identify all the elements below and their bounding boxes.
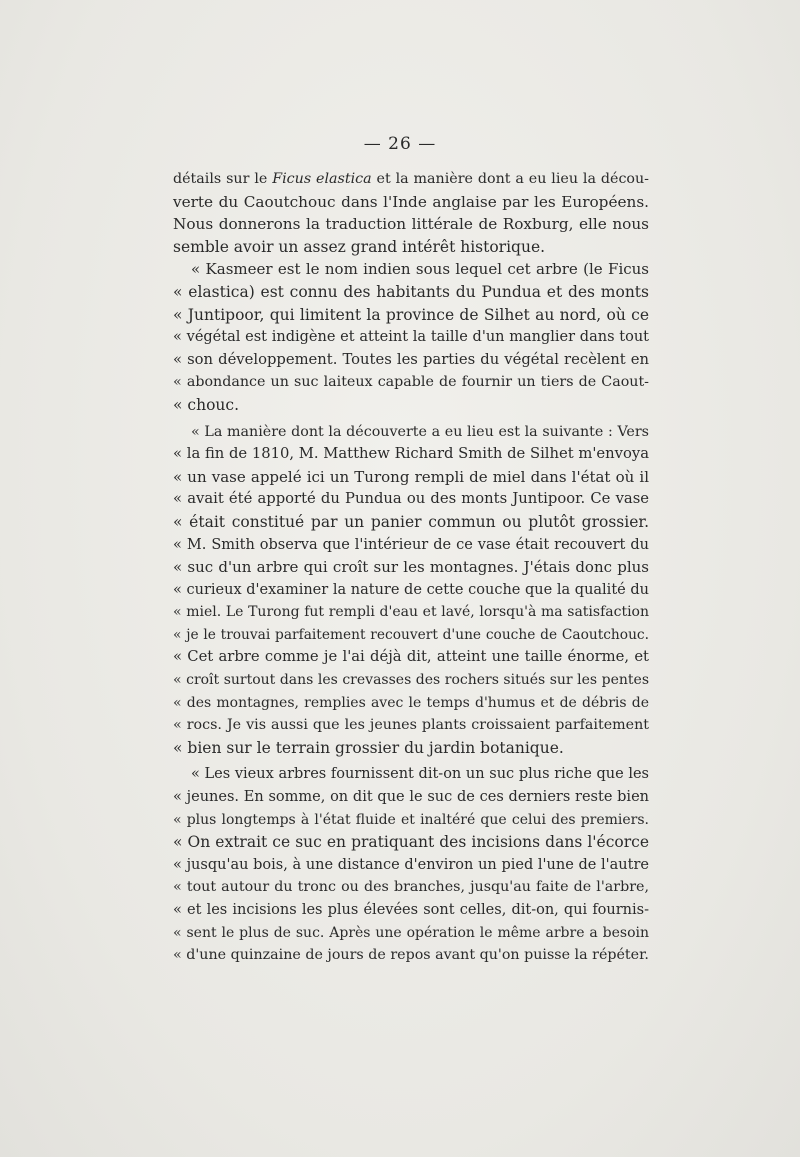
text-line: « Les vieux arbres fournissent dit-on un suc plus riche que les <box>191 766 649 783</box>
text-line: « d'une quinzaine de jours de repos avant qu'on puisse la répéter. <box>173 947 649 964</box>
text-line: « était constitué par un panier commun ou plutôt grossier. <box>173 512 649 531</box>
text-line: « son développement. Toutes les parties du végétal recèlent en <box>173 350 649 368</box>
text-line: verte du Caoutchouc dans l'Inde anglaise par les Européens. <box>173 192 649 211</box>
text-line: « végétal est indigène et atteint la taille d'un manglier dans tout <box>173 329 649 346</box>
text-line: « M. Smith observa que l'intérieur de ce vase était recouvert du <box>173 536 649 553</box>
text-line: « je le trouvai parfaitement recouvert d'une couche de Caoutchouc. <box>173 626 649 643</box>
text-line: « la fin de 1810, M. Matthew Richard Smith de Silhet m'envoya <box>173 445 649 463</box>
text-line: « abondance un suc laiteux capable de fournir un tiers de Caout- <box>173 374 649 391</box>
text-line: semble avoir un assez grand intérêt historique. <box>173 237 546 256</box>
text-line: « plus longtemps à l'état fluide et inaltéré que celui des premiers. <box>173 811 649 828</box>
body-text <box>173 168 649 967</box>
text-line: détails sur le Ficus elastica et la manière dont a eu lieu la décou- <box>173 171 649 187</box>
text-line: « bien sur le terrain grossier du jardin botanique. <box>173 738 564 757</box>
text-line: « Juntipoor, qui limitent la province de Silhet au nord, où ce <box>173 305 649 324</box>
text-line: « La manière dont la découverte a eu lieu est la suivante : Vers <box>191 423 649 440</box>
text-line: « des montagnes, remplies avec le temps d'humus et de débris de <box>173 694 649 711</box>
text-line: « croît surtout dans les crevasses des rochers situés sur les pentes <box>173 672 649 689</box>
text-line: « suc d'un arbre qui croît sur les montagnes. J'étais donc plus <box>173 558 649 577</box>
text-line: « curieux d'examiner la nature de cette couche que la qualité du <box>173 581 649 598</box>
text-line: « avait été apporté du Pundua ou des monts Juntipoor. Ce vase <box>173 490 649 508</box>
species-name: Ficus elastica <box>272 171 372 187</box>
text-line: « sent le plus de suc. Après une opération le même arbre a besoin <box>173 924 649 941</box>
text-line: « Kasmeer est le nom indien sous lequel cet arbre (le Ficus <box>191 260 649 279</box>
text-line: Nous donnerons la traduction littérale de Roxburg, elle nous <box>173 215 649 234</box>
text-line: « jusqu'au bois, à une distance d'environ un pied l'une de l'autre <box>173 856 649 873</box>
text-line: « miel. Le Turong fut rempli d'eau et lavé, lorsqu'à ma satisfaction <box>173 604 649 621</box>
text-line: « elastica) est connu des habitants du Pundua et des monts <box>173 282 649 301</box>
text-line: « tout autour du tronc ou des branches, jusqu'au faite de l'arbre, <box>173 879 649 896</box>
text-line: « Cet arbre comme je l'ai déjà dit, atteint une taille énorme, et <box>173 648 649 666</box>
text-line: « un vase appelé ici un Turong rempli de miel dans l'état où il <box>173 467 649 486</box>
text-line: « chouc. <box>173 395 239 414</box>
text-line: « On extrait ce suc en pratiquant des incisions dans l'écorce <box>173 833 649 852</box>
text-line: « rocs. Je vis aussi que les jeunes plants croissaient parfaitement <box>173 717 649 734</box>
text-line: « et les incisions les plus élevées sont celles, dit-on, qui fournis- <box>173 902 649 918</box>
text-line: « jeunes. En somme, on dit que le suc de ces derniers reste bien <box>173 789 649 806</box>
page-number: — 26 — <box>363 134 437 154</box>
